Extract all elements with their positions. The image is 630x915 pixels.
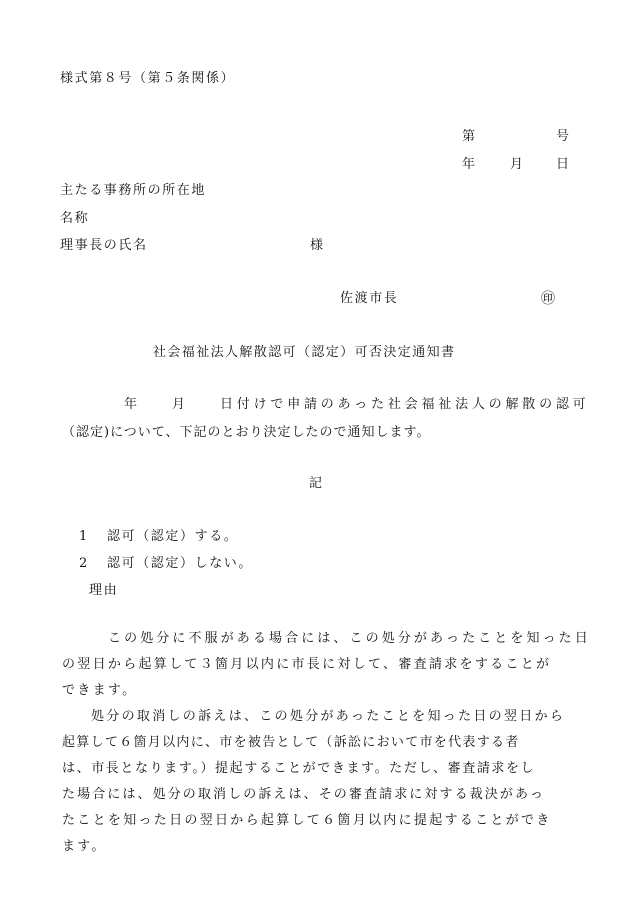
notice-p1-line-2: の翌日から起算して３箇月以内に市長に対して、審査請求をすることが [62,657,552,672]
notice-p2-line-3: は、市長となります。）提起することができます。ただし、審査請求をし [62,761,536,776]
notice-p1-line-3: できます。 [62,683,138,698]
doc-number-prefix: 第 [462,129,477,144]
notice-p2-line-2: 起算して６箇月以内に、市を被告として（訴訟において市を代表する者 [62,735,520,750]
document-title: 社会福祉法人解散認可（認定）可否決定通知書 [153,345,456,360]
doc-date-year: 年 [462,157,477,172]
doc-date-month: 月 [510,157,525,172]
reason-label: 理由 [89,583,119,598]
decision-number-2: 2 [79,556,89,571]
notice-p2-line-5: たことを知った日の翌日から起算して６箇月以内に提起することができ [62,813,552,828]
notice-p1-line-1: この処分に不服がある場合には、この処分があったことを知った日 [108,631,591,646]
issuer-title: 佐渡市長 [340,291,399,306]
intro-month: 月 [172,397,187,412]
intro-text-line-1: 日付けで申請のあった社会福祉法人の解散の認可 [220,397,590,412]
notice-p2-line-6: ます。 [62,839,107,854]
doc-number-suffix: 号 [556,129,571,144]
ki-heading: 記 [309,476,324,491]
notice-p2-line-4: た場合には、処分の取消しの訴えは、その審査請求に対する裁決があっ [62,787,546,802]
addressee-name: 名称 [60,211,90,226]
notice-p2-line-1: 処分の取消しの訴えは、この処分があったことを知った日の翌日から [91,709,566,724]
intro-year: 年 [124,397,139,412]
decision-text-2: 認可（認定）しない。 [107,556,254,571]
decision-number-1: 1 [79,529,89,544]
addressee-honorific: 様 [310,238,325,253]
intro-text-line-2: （認定)について、下記のとおり決定したので通知します。 [62,425,431,440]
addressee-chairman-name: 理事長の氏名 [60,238,148,253]
decision-text-1: 認可（認定）する。 [107,529,239,544]
seal-mark: ㊞ [541,291,555,307]
form-label: 様式第８号（第５条関係） [60,71,236,86]
doc-date-day: 日 [556,157,571,172]
addressee-office-address: 主たる事務所の所在地 [60,183,207,198]
